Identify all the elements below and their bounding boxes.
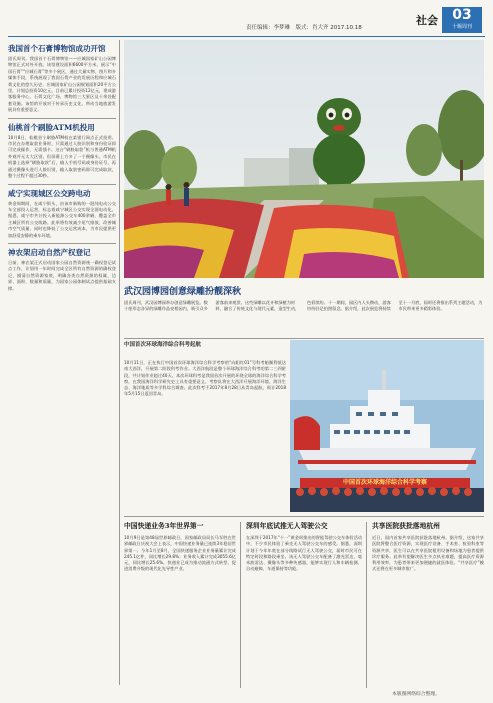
page-number-badge bbox=[442, 7, 482, 33]
article bbox=[8, 189, 116, 239]
article-title: 中国快递业务3年世界第一 bbox=[124, 522, 204, 530]
divider bbox=[8, 243, 116, 244]
article-body: 日前，神农架正式启动国家公园自然资源统一确权登记试点工作，计划用一年时间完成全区所有自然资源的确权登记，摸清自然资源家底，明确各类自然资源的权属、边界、面积、数量和质量，为国家公园体制试点提供基础支撑。 bbox=[8, 259, 116, 291]
article-title: 共享医院获批落地杭州 bbox=[372, 522, 440, 530]
ship-article-head bbox=[124, 341, 224, 349]
bottom-article bbox=[124, 522, 236, 690]
footer-note: 本版图网络综合整理。 bbox=[392, 692, 440, 697]
page-number: 03 bbox=[452, 7, 472, 23]
article-body: 10月9日是第48届世界邮政日，国家邮政局局长马军胜在世界邮政日庆祝大会上表示，中国快递业务量已连续3年稳居世界第一。今年1月至8月，全国快递服务企业业务量累计完成245.1亿件，同比增长29.8%；业务收入累计完成3055.6亿元，同比增长25.6%。快递业已成为推动流通方式转型、促进消费升级的现代化先导性产业。 bbox=[124, 535, 236, 572]
paper-name: 十堰周刊 bbox=[451, 24, 472, 30]
ship-article-body: 10月11日，正在执行中国首次环球海洋综合科学考察的“向阳红01”号科考船顺利抵达南大西洋，开展第二阶段科考作业。大西洋航段是整个环球海洋综合科考的第二三四阶段，共计划作业超过40天。本次环球科考是我国首次开展的环绕全球的海洋综合科学考察，在我国海洋科学研究史上具有重要意义。考察队将在大西洋开展海洋环境、海洋生态、海洋地质等多学科综合调查。此次科考于2017年8月28日从青岛起航，预计2018年5月15日返回青岛。 bbox=[124, 360, 286, 397]
left-column bbox=[8, 40, 116, 685]
ship-photo bbox=[290, 340, 484, 512]
feature-title: 武汉园博园创意绿雕扮靓深秋 bbox=[124, 287, 242, 297]
feature-photo bbox=[124, 40, 484, 278]
ship-banner-text: 中国首次环球海洋综合科学考察 bbox=[342, 479, 427, 486]
article-body: 黄金周期间，在咸宁街头，由该市新购的一批纯电动公交车全部投入运营，标志着咸宁城区公交实现全面电动化。据悉，咸宁市共计投入新能源公交车400余辆，覆盖全市主城区所有公交线路。此举将有效减少尾气排放，改善城市空气质量，同时也降低了公交运营成本，为市民提供更加舒适安静的乘车环境。 bbox=[8, 200, 116, 238]
column-divider bbox=[366, 522, 367, 688]
article bbox=[8, 248, 116, 292]
article-title: 咸宁实现城区公交跨电动 bbox=[8, 188, 91, 198]
ship-kicker: 中国首次环球海洋综合科考起航 bbox=[124, 342, 202, 348]
page-meta: 责任编辑：李梦琳 版式：肖大齐 2017.10.18 bbox=[246, 25, 362, 31]
column-divider bbox=[240, 522, 241, 688]
bottom-article bbox=[246, 522, 362, 690]
section-label: 社会 bbox=[416, 14, 438, 27]
divider bbox=[8, 184, 116, 185]
article-title: 深圳年底试推无人驾驶公交 bbox=[246, 522, 328, 530]
feature-caption bbox=[124, 280, 484, 300]
article-title: 仙桃首个刷脸ATM机投用 bbox=[8, 122, 95, 132]
article bbox=[8, 44, 116, 114]
article-body: 团氏周刊。我国首个石膏博物馆——应城国家矿山公园博物馆正式对外开放。该馆建设面积6600平方米，展示“中国石膏”“应城石膏”等多个展区，通过大量实物、图片和多媒体手段，系统展现了我国石膏产业的发展历程和应城石膏文化的悠久历史。应城国家矿山公园规划面积20平方公里，计划总投资10亿元，目前已累计投资12亿元，建成游客服务中心、石膏文化广场、博物馆三大景区及十余处配套设施。该馆的开放对于传承历史文化、带动当地旅游发展具有重要意义。 bbox=[8, 56, 116, 113]
article-body: 10月8日，仙桃首个刷脸ATM机在某银行网点正式投用。市民在办理取款业务时，只需通过人脸识别和身份验证即可完成操作，无需插卡。这台“刷脸取款”机与普通ATM机外观并无太大区别，但屏幕上方多了一个摄像头。市民在机器上选择“刷脸取款”后，输入手机号码或身份证号，再通过摄像头进行人脸识别，输入取款密码即可完成取款，整个过程不超过30秒。 bbox=[8, 134, 116, 179]
bottom-article bbox=[372, 522, 484, 690]
article-title: 我国首个石膏博物馆成功开馆 bbox=[8, 44, 106, 53]
article bbox=[8, 123, 116, 180]
divider bbox=[8, 118, 116, 119]
page-header bbox=[8, 6, 485, 34]
feature-body: 团氏周刊，武汉园博园举办创意绿雕展览。数十座形态各异的绿雕作品亮相园内，吸引众多游客前来观赏。这些绿雕以花卉和绿植为材料，融合了传统文化与现代元素，造型生动，色彩缤纷。十一期间，园区内人头攒动，游客纷纷驻足拍照留念。据介绍，此次展览将持续至十一月底，届时还将推出系列主题活动，为市民带来更多精彩体验。 bbox=[124, 300, 483, 311]
section-rule bbox=[124, 516, 484, 517]
column-divider bbox=[119, 40, 120, 685]
article-body: 近日，国内首家共享医院获批落地杭州。据介绍，这家共享医院将整合医疗资源，实现医疗设备、手术室、检验科室等资源共享，医生可以在共享医院租用设备和场地为患者提供诊疗服务。此举有望解决医生多点执业难题，提高医疗资源利用效率，为患者带来更加便捷的就医体验。“共享医疗”模式还将在更多城市推广。 bbox=[372, 535, 484, 572]
article-body: 在深圳于2017年“十一”黄金周推出的智能驾驶公交车体验活动中，不少市民体验了乘坐无人驾驶公交车的感受。据悉，深圳计划于今年年底在部分线路试行无人驾驶公交，届时市民可在特定时段和路段乘坐。该无人驾驶公交车配备了激光雷达、毫米波雷达、摄像头等多种传感器，能够实现行人和车辆检测、自动避障、车道保持等功能。 bbox=[246, 535, 362, 572]
article-title: 神农架启动自然产权登记 bbox=[8, 247, 91, 257]
header-rule bbox=[8, 36, 485, 37]
section-rule bbox=[124, 338, 484, 339]
